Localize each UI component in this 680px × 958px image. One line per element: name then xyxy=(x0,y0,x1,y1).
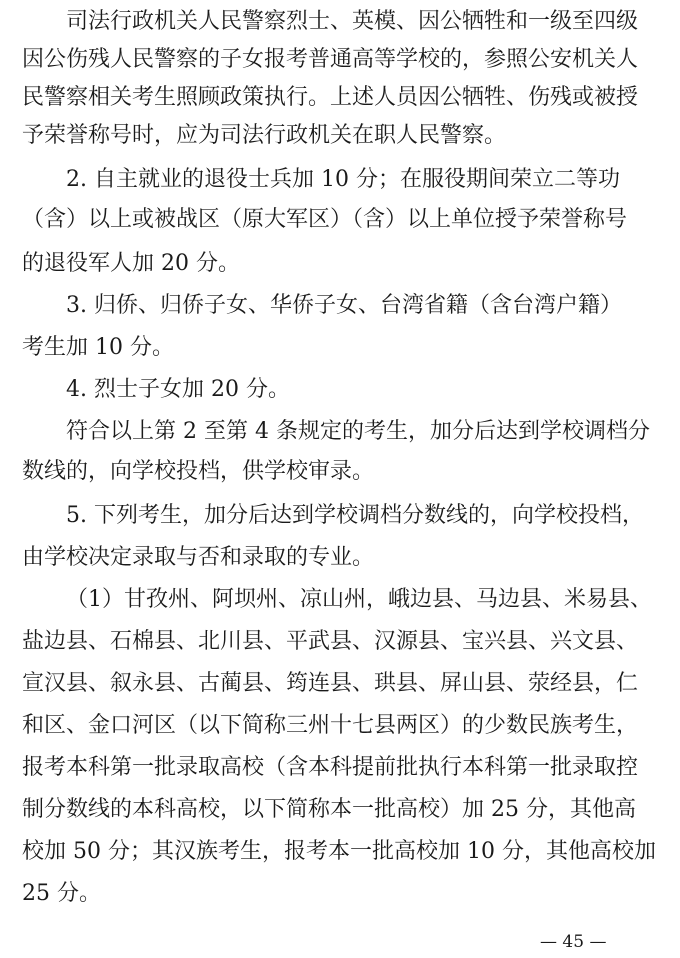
text-line: 予荣誉称号时，应为司法行政机关在职人民警察。 xyxy=(22,123,507,148)
text-line: 数线的，向学校投档，供学校审录。 xyxy=(22,459,375,484)
text-line: 由学校决定录取与否和录取的专业。 xyxy=(22,545,375,570)
text-line: 25 分。 xyxy=(22,881,101,906)
text-line: 因公伤残人民警察的子女报考普通高等学校的，参照公安机关人 xyxy=(22,47,639,72)
text-line: （含）以上或被战区（原大军区）（含）以上单位授予荣誉称号 xyxy=(22,207,628,232)
text-line: 2. 自主就业的退役士兵加 10 分；在服役期间荣立二等功 xyxy=(66,167,620,192)
text-line: 5. 下列考生，加分后达到学校调档分数线的，向学校投档， xyxy=(66,503,644,528)
text-line: 制分数线的本科高校，以下简称本一批高校）加 25 分，其他高 xyxy=(22,797,636,822)
text-line: 考生加 10 分。 xyxy=(22,335,174,360)
text-line: 符合以上第 2 至第 4 条规定的考生，加分后达到学校调档分 xyxy=(66,419,650,444)
page-number: — 45 — xyxy=(540,932,607,952)
text-line: 盐边县、石棉县、北川县、平武县、汉源县、宝兴县、兴文县、 xyxy=(22,629,639,654)
text-line: 民警察相关考生照顾政策执行。上述人员因公牺牲、伤残或被授 xyxy=(22,85,639,110)
text-line: 校加 50 分；其汉族考生，报考本一批高校加 10 分，其他高校加 xyxy=(22,839,656,864)
text-line: 3. 归侨、归侨子女、华侨子女、台湾省籍（含台湾户籍） xyxy=(66,293,622,318)
text-line: 的退役军人加 20 分。 xyxy=(22,251,240,276)
text-line: 宣汉县、叙永县、古蔺县、筠连县、珙县、屏山县、荥经县，仁 xyxy=(22,671,639,696)
text-line: （1）甘孜州、阿坝州、凉山州，峨边县、马边县、米易县、 xyxy=(66,587,652,612)
text-line: 司法行政机关人民警察烈士、英模、因公牺牲和一级至四级 xyxy=(66,9,639,34)
text-line: 和区、金口河区（以下简称三州十七县两区）的少数民族考生， xyxy=(22,713,639,738)
text-line: 4. 烈士子女加 20 分。 xyxy=(66,377,290,402)
text-line: 报考本科第一批录取高校（含本科提前批执行本科第一批录取控 xyxy=(22,755,639,780)
